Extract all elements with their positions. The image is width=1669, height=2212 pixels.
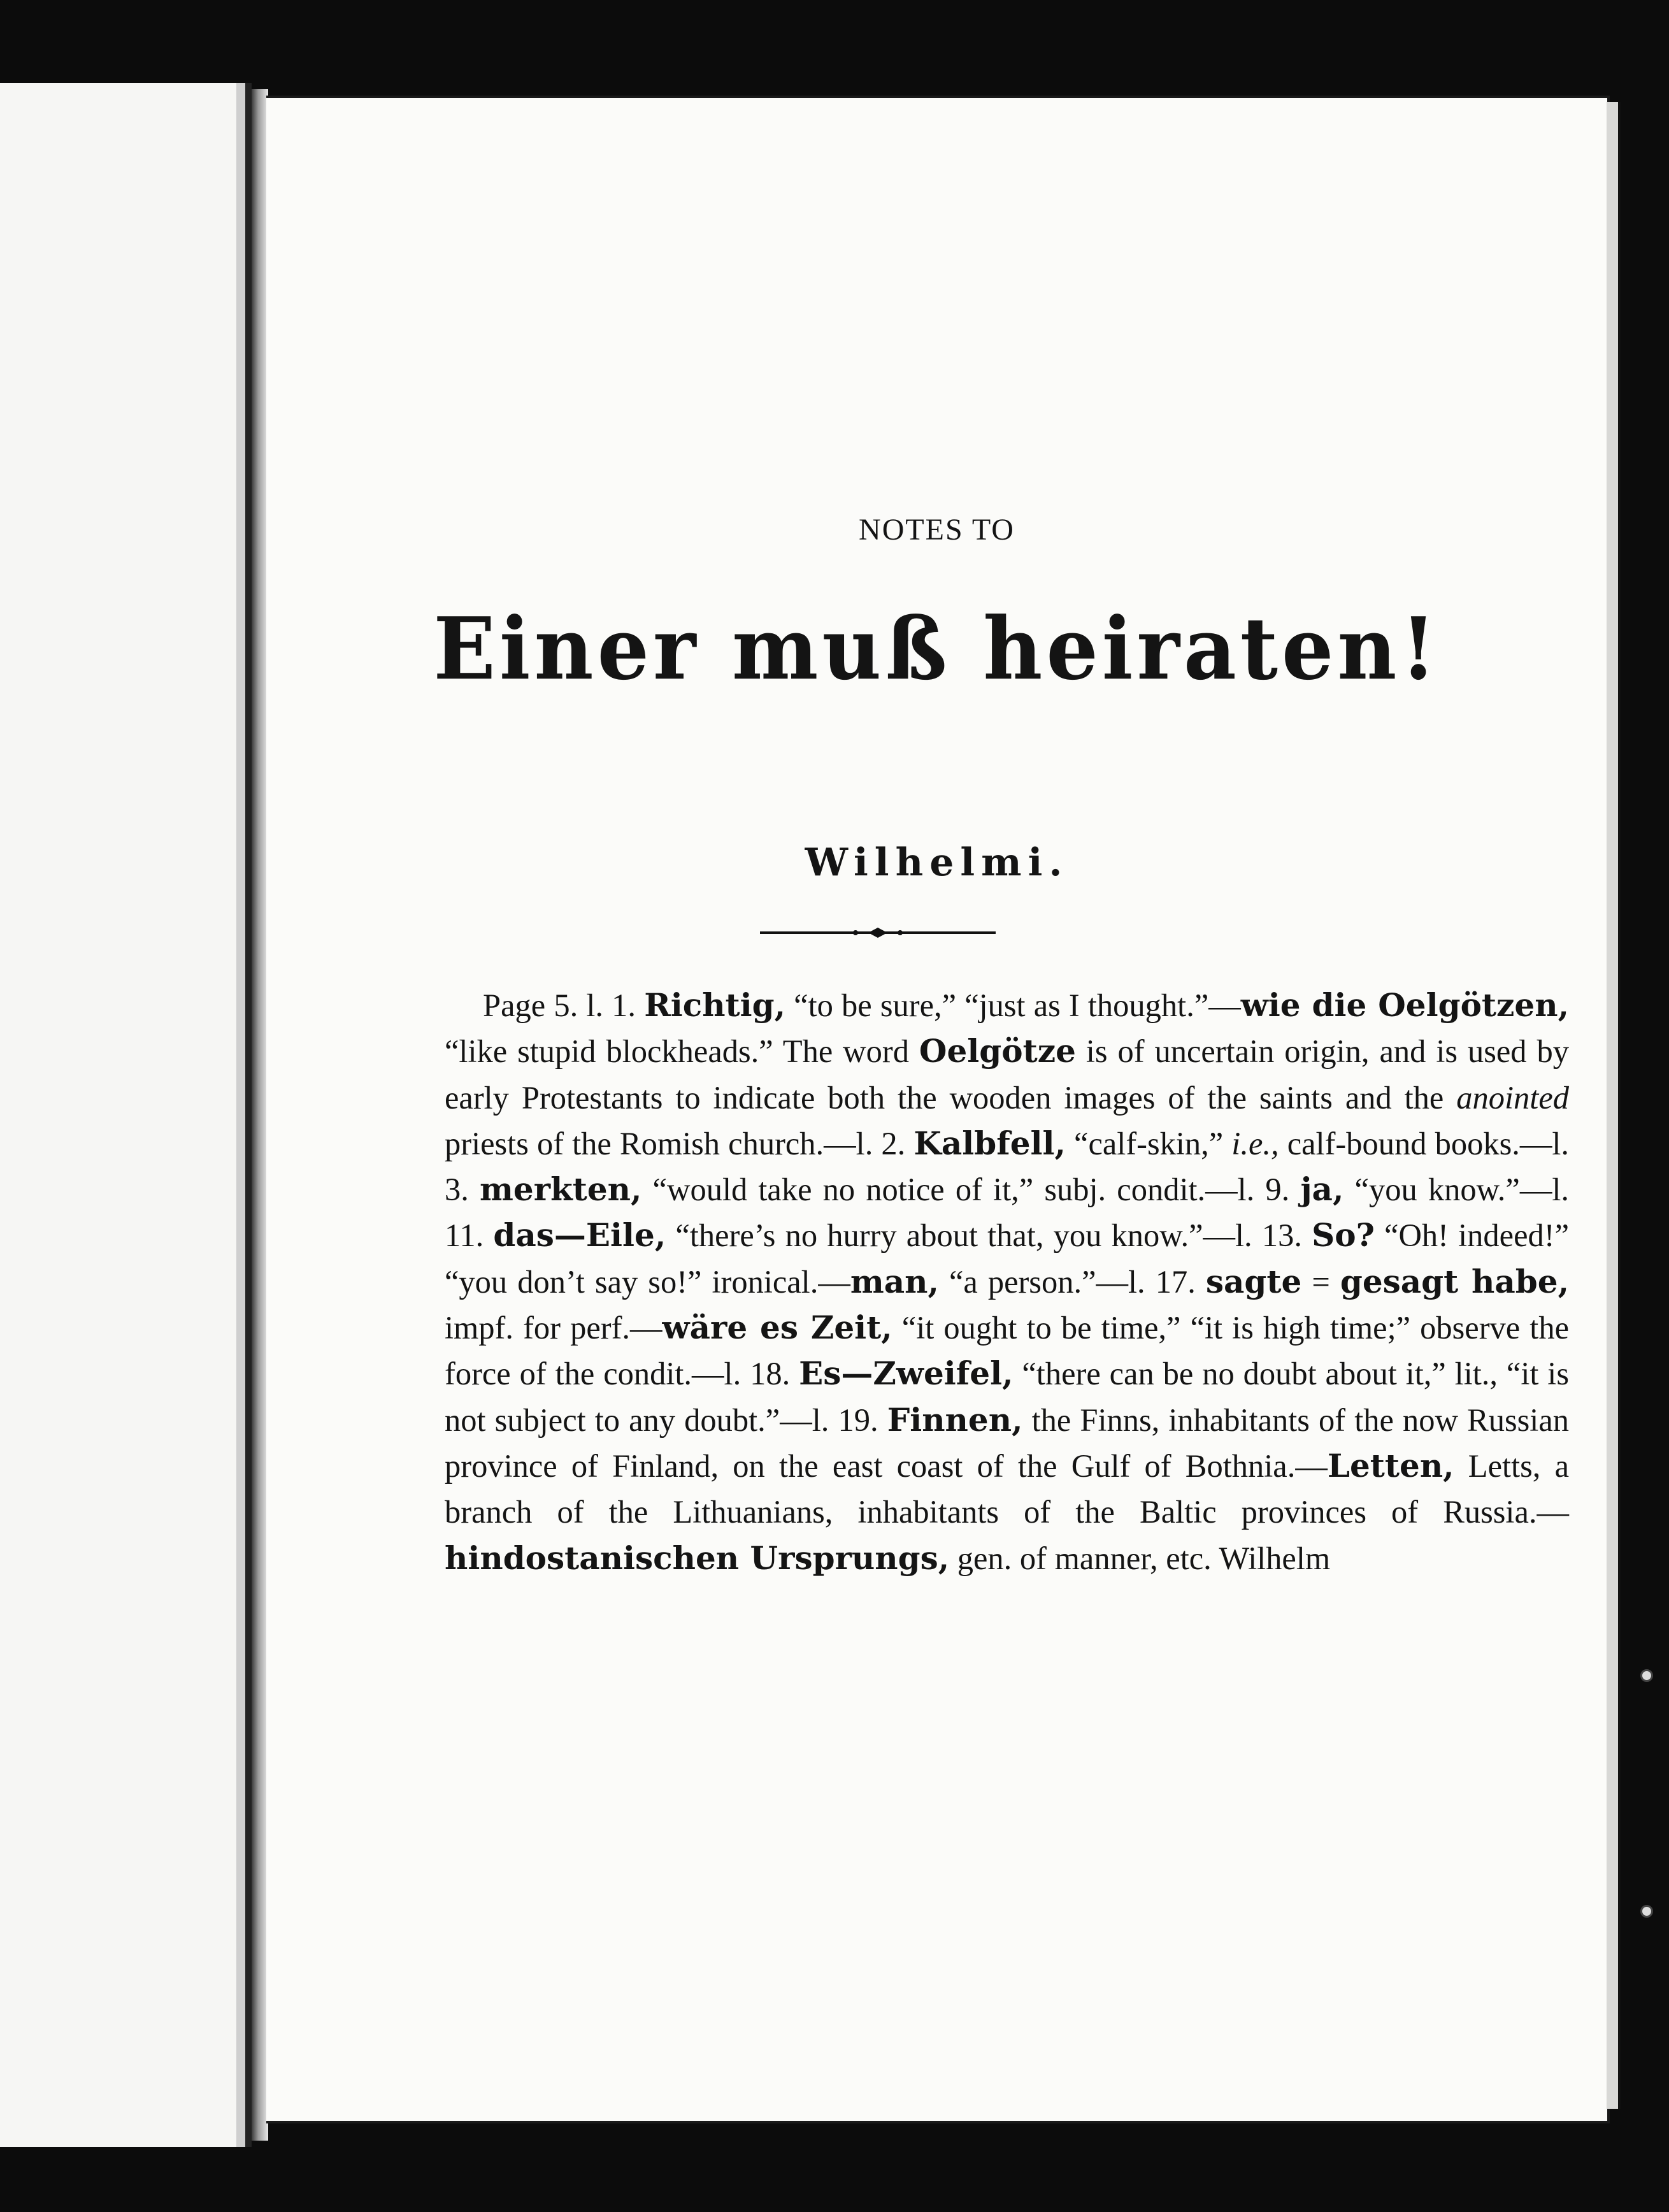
german-term: Oelgötze bbox=[919, 1032, 1076, 1070]
page-edge bbox=[1607, 102, 1621, 2109]
german-term: Letten, bbox=[1327, 1446, 1454, 1484]
note-text: “would take no notice of it,” subj. condit.—l. 9. bbox=[641, 1172, 1301, 1208]
german-term: So? bbox=[1312, 1216, 1375, 1254]
note-text: calf-bound books.—l. 3. bbox=[445, 1125, 1570, 1208]
facing-page bbox=[0, 83, 252, 2147]
italic-text: anointed bbox=[1456, 1079, 1569, 1116]
binding-dot bbox=[1640, 1905, 1653, 1918]
book-page bbox=[266, 96, 1610, 2123]
note-text: Letts, a branch of the Lithuanians, inhabitants of the Baltic provinces of Russia.— bbox=[445, 1447, 1570, 1530]
note-text: impf. for perf.— bbox=[445, 1310, 663, 1346]
play-title: Einer muß heiraten! bbox=[433, 599, 1440, 700]
note-text: “there’s no hurry about that, you know.”—l. 13. bbox=[666, 1217, 1312, 1254]
note-text: “you know.”—l. 11. bbox=[445, 1172, 1569, 1254]
german-term: merkten, bbox=[480, 1170, 642, 1209]
note-text: “there can be no doubt about it,” lit., “it is not subject to any doubt.”—l. 19. bbox=[445, 1356, 1569, 1438]
note-text: “to be sure,” “just as I thought.”— bbox=[785, 988, 1241, 1023]
note-text: gen. of manner, etc. Wilhelm bbox=[949, 1540, 1331, 1576]
german-term: man, bbox=[850, 1262, 939, 1300]
note-text: “it ought to be time,” “it is high time;” observe the force of the condit.—l. 18. bbox=[445, 1310, 1569, 1392]
note-text: is of uncertain origin, and is used by early Protestants to indicate both the wooden images of the saints and the bbox=[445, 1033, 1569, 1116]
note-text: “calf-skin,” bbox=[1065, 1125, 1232, 1161]
note-text: priests of the Romish church.—l. 2. bbox=[445, 1125, 914, 1161]
german-term: Richtig, bbox=[644, 986, 786, 1024]
author-name: Wilhelmi. bbox=[805, 840, 1069, 885]
german-term: gesagt habe, bbox=[1340, 1262, 1569, 1300]
notes-heading: NOTES TO bbox=[859, 513, 1015, 547]
german-term: Finnen, bbox=[887, 1400, 1023, 1439]
notes-paragraph bbox=[445, 982, 1569, 1581]
german-term: sagte bbox=[1205, 1262, 1302, 1300]
german-term: wie die Oelgötzen, bbox=[1240, 986, 1569, 1024]
note-text: “Oh! indeed!” “you don’t say so!” ironical.— bbox=[445, 1217, 1569, 1300]
italic-text: i.e., bbox=[1231, 1125, 1279, 1161]
ornament-divider bbox=[760, 926, 996, 939]
note-text: the Finns, inhabitants of the now Russian province of Finland, on the east coast of the Gulf of Bothnia.— bbox=[445, 1402, 1570, 1484]
german-term: Kalbfell, bbox=[913, 1124, 1066, 1162]
note-text: = bbox=[1301, 1263, 1340, 1300]
german-term: das—Eile, bbox=[493, 1216, 666, 1254]
german-term: wäre es Zeit, bbox=[662, 1309, 892, 1347]
note-text: Page 5. l. 1. bbox=[483, 988, 645, 1023]
binding-dot bbox=[1640, 1669, 1653, 1682]
german-term: ja, bbox=[1300, 1170, 1344, 1209]
note-text: “like stupid blockheads.” The word bbox=[445, 1033, 919, 1070]
german-term: Es—Zweifel, bbox=[799, 1354, 1014, 1393]
note-text: “a person.”—l. 17. bbox=[938, 1263, 1206, 1300]
notes-body bbox=[445, 982, 1569, 1581]
german-term: hindostanischen Ursprungs, bbox=[445, 1539, 950, 1577]
